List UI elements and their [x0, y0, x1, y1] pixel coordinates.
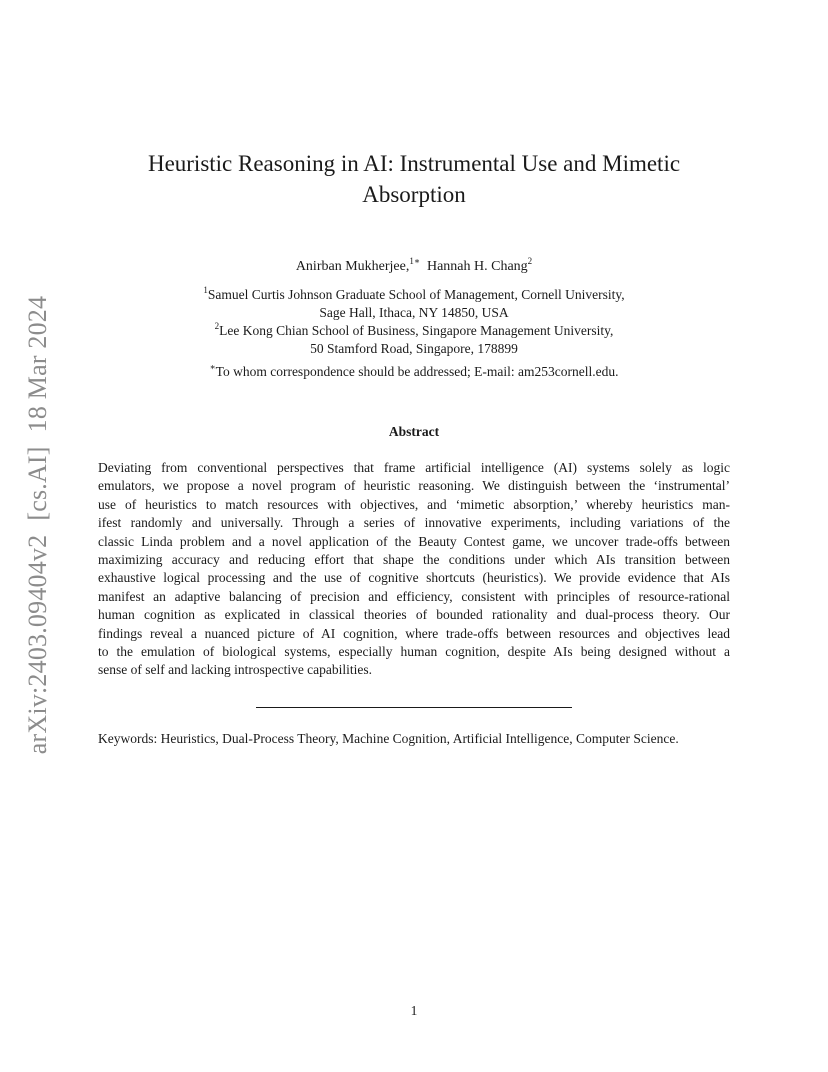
abstract-line: manifest an adaptive balancing of precision and efficiency, consistent with principles of resource-rational — [98, 588, 730, 604]
affiliation-2-line-1: $^2$Lee Kong Chian School of Business, Singapore Management University, — [214, 321, 614, 338]
paper-title — [98, 148, 730, 210]
correspondence-note: ∗To whom correspondence should be addressed; E-mail: am253cornell.edu. — [209, 362, 619, 379]
abstract-line: classic Linda problem and a novel application of the Beauty Contest game, we uncover trade-offs between — [98, 533, 730, 549]
abstract-line: to the emulation of biological systems, especially human cognition, despite AIs being designed without a — [98, 644, 730, 660]
title-line-1: Heuristic Reasoning in AI: Instrumental Use and Mimetic — [147, 151, 681, 176]
abstract-line: exhaustive logical processing and the use of cognitive shortcuts (heuristics). We provide evidence that AIs — [98, 570, 730, 586]
author-1-marker: 1∗ — [409, 256, 420, 266]
author-1: Anirban Mukherjee, — [295, 259, 410, 274]
keywords: Keywords: Heuristics, Dual-Process Theory, Machine Cognition, Artificial Intelligence, Computer Science. — [98, 731, 679, 746]
author-2: Hannah H. Chang — [426, 259, 528, 274]
abstract-body — [98, 459, 730, 680]
arxiv-sidebar-stamp — [18, 290, 58, 760]
section-divider — [256, 707, 572, 708]
abstract-line: Deviating from conventional perspectives that frame artificial intelligence (AI) systems solely as logic — [98, 460, 730, 475]
arxiv-category: [cs.AI] — [23, 446, 52, 521]
abstract-line: emulators, we propose a novel program of heuristic reasoning. We distinguish between the ‘instrumental’ — [98, 478, 730, 494]
arxiv-date: 18 Mar 2024 — [23, 295, 52, 433]
abstract-line: sense of self and lacking introspective capabilities. — [98, 662, 373, 678]
affiliation-1-marker: 1 — [203, 285, 208, 295]
abstract-line: use of heuristics to match resources with objectives, and ‘mimetic absorption,’ whereby heuristics man- — [98, 496, 730, 512]
author-list — [98, 256, 730, 275]
correspondence-marker: ∗ — [209, 362, 216, 372]
affiliation-2-marker: 2 — [214, 321, 220, 331]
affiliation-1-line-1: $^1$Samuel Curtis Johnson Graduate School of Management, Cornell University, — [203, 285, 625, 302]
author-2-marker: 2 — [527, 256, 533, 266]
abstract-line: human cognition as explicated in classical theories of bounded rationality and dual-process theory. Our — [98, 607, 730, 623]
title-line-2: Absorption — [362, 182, 466, 207]
arxiv-id: arXiv:2403.09404v2 — [23, 534, 52, 755]
abstract-line: findings reveal a nuanced picture of AI cognition, where trade-offs between resources and objectives lead — [98, 625, 730, 641]
abstract-heading: Abstract — [388, 424, 440, 439]
page-number: 1 — [410, 1003, 418, 1018]
affiliations — [98, 286, 730, 358]
affiliation-2-line-2: 50 Stamford Road, Singapore, 178899 — [310, 341, 518, 356]
abstract-line: maximizing accuracy and reducing effort that shape the conditions under which AIs transition between — [98, 552, 730, 568]
affiliation-1-line-2: Sage Hall, Ithaca, NY 14850, USA — [319, 305, 509, 320]
abstract-line: ifest randomly and universally. Through a series of innovative experiments, including variations of the — [98, 515, 730, 531]
